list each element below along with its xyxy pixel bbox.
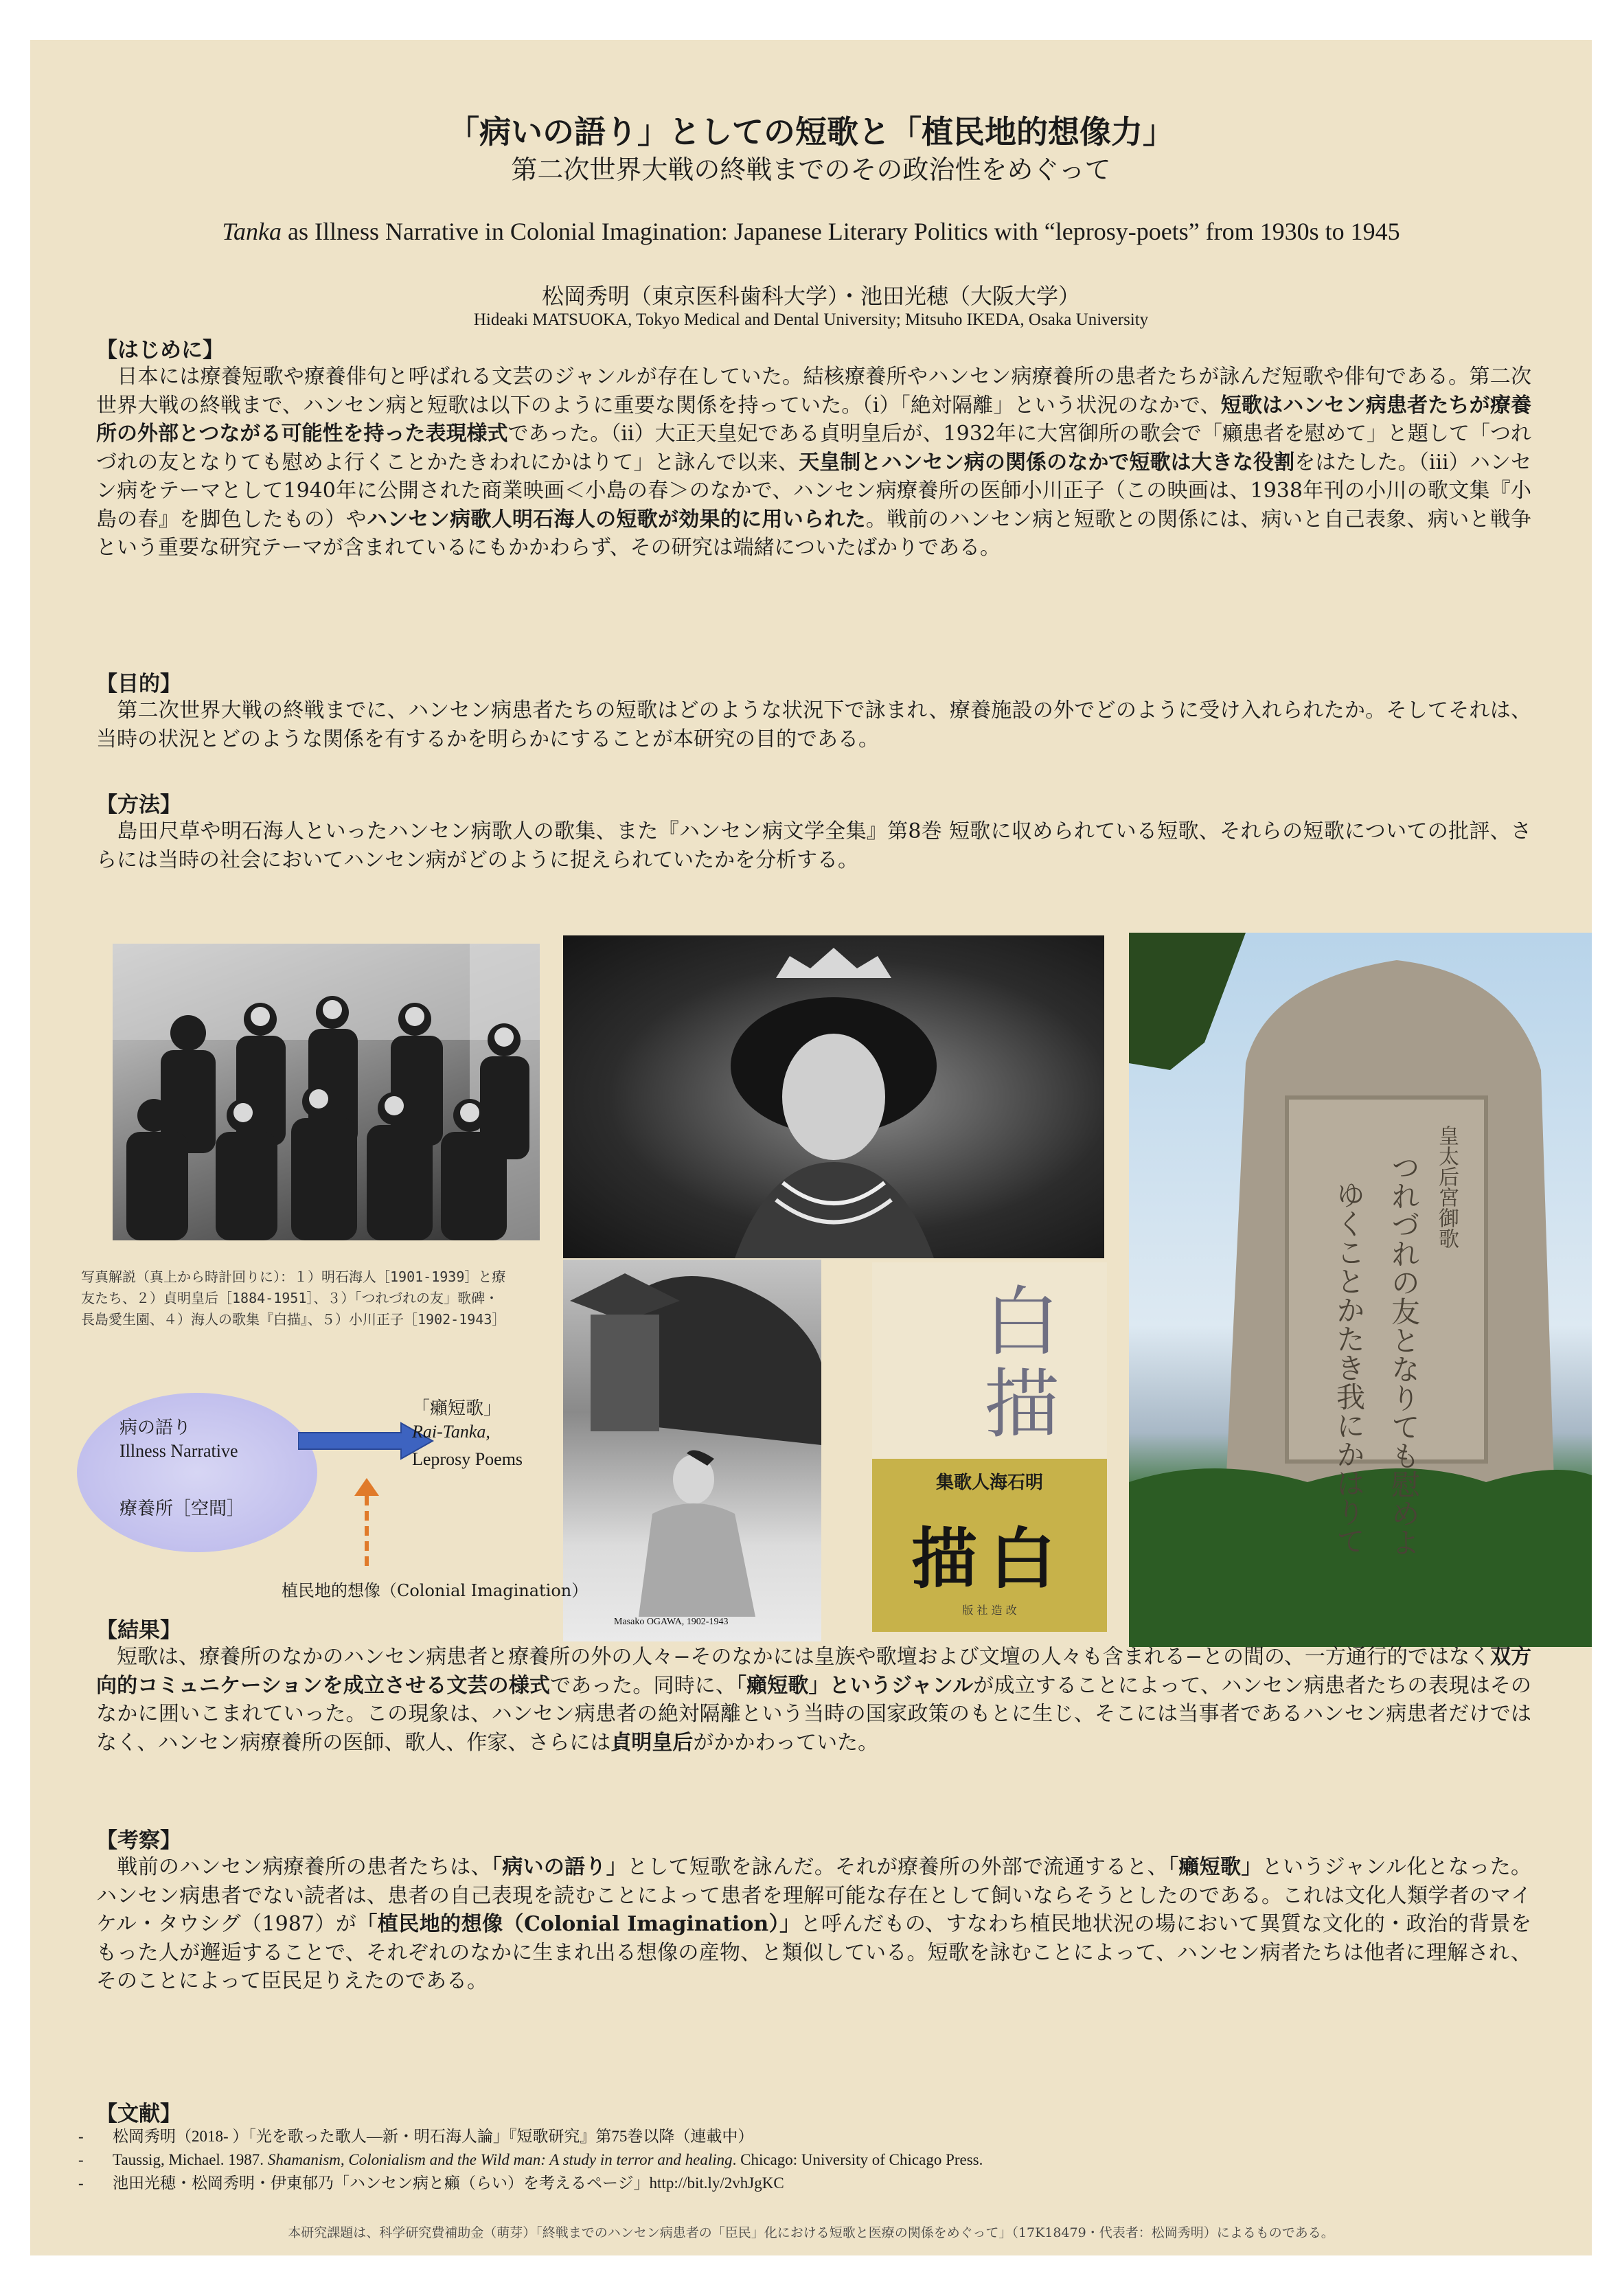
discussion-bold-1: 「病いの語り」 [491, 1855, 628, 1879]
reference-1: 松岡秀明（2018- ）「光を歌った歌人—新・明石海人論」『短歌研究』第75巻以降（連載中） [113, 2128, 754, 2145]
funding-footer: 本研究課題は、科学研究費補助金（萌芽）「終戦までのハンセン病患者の「臣民」化における短歌と医療の関係をめぐって」（17K18479・代表者：松岡秀明）によるものである。 [288, 2225, 1334, 2240]
leprosy-poems-en: Leprosy Poems [412, 1449, 523, 1469]
book-cover-handwriting: 白描 [972, 1282, 1060, 1446]
reference-2-title: Shamanism, Colonialism and the Wild man: A study in terror and healing [267, 2151, 733, 2168]
intro-bold-3: ハンセン病歌人明石海人の短歌が効果的に用いられた [366, 507, 866, 532]
method-heading: 【方法】 [96, 793, 181, 817]
title-english-rest: as Illness Narrative in Colonial Imagination: Japanese Literary Politics with “leprosy-poets” from 1930s to 1945 [282, 218, 1400, 245]
monument-inscription-3: ゆくことかたき我にかはりて [1332, 1180, 1366, 1555]
ellipse-label-ja: 病の語り [119, 1418, 192, 1438]
aim-body: 第二次世界大戦の終戦までに、ハンセン病患者たちの短歌はどのような状況下で詠まれ、療養施設の外でどのように受け入れられたか。そしてそれは、当時の状況とどのような関係を有するかを明らかにすることが本研究の目的である。 [96, 698, 1531, 751]
ellipse-label-space: 療養所［空間］ [119, 1499, 245, 1519]
monument-photo [1129, 933, 1592, 1647]
monument-inscription-2: つれづれの友となりても慰めよ [1387, 1152, 1421, 1556]
results-text-1: 短歌は、療養所のなかのハンセン病患者と療養所の外の人々−そのなかには皇族や歌壇および文壇の人々も含まれる−との間の、一方通行的ではなく [96, 1645, 1490, 1669]
subtitle-japanese: 第二次世界大戦の終戦までのその政治性をめぐって [511, 155, 1111, 185]
reference-2-publisher: . Chicago: University of Chicago Press. [732, 2151, 983, 2168]
discussion-bold-2: 「癩短歌」 [1168, 1855, 1262, 1879]
up-arrow-dashed-icon [353, 1478, 380, 1569]
results-text-3: が成立することによって、ハンセン病患者たちの表現はそのなかに囲いこまれていった。この現象は、ハンセン病患者の絶対隔離という当時の国家政策のもとに生じ、そこには当事者であるハンセン病患者だけではなく、ハンセン病療養所の医師、歌人、作家、さらには [96, 1673, 1532, 1755]
results-text-2: であった。同時に、 [550, 1673, 736, 1698]
title-english [30, 217, 1592, 246]
intro-text-1: 日本には療養短歌や療養俳句と呼ばれる文芸のジャンルが存在していた。結核療養所やハンセン病療養所の患者たちが詠んだ短歌や俳句である。第二次世界大戦の終戦まで、ハンセン病と短歌は以下のように重要な関係を持っていた。（i）「絶対隔離」という状況のなかで、 [96, 365, 1531, 418]
intro-bold-2: 天皇制とハンセン病の関係のなかで短歌は大きな役割 [799, 450, 1295, 475]
results-bold-3: 貞明皇后 [610, 1730, 694, 1755]
book-cover-photo [872, 1262, 1107, 1632]
monument-inscription-1: 皇太后宮御歌 [1435, 1125, 1459, 1249]
aim-heading: 【目的】 [96, 672, 181, 696]
intro-body [96, 363, 1531, 562]
results-text-4: がかかわっていた。 [693, 1730, 879, 1755]
intro-heading: 【はじめに】 [96, 338, 224, 363]
rai-tanka-en: Rai-Tanka, [412, 1422, 490, 1442]
intro-text-2: であった。（ii）大正天皇妃である貞明皇后が、1932年に大宮御所の歌会で「癩患者を慰めて」と題して「つれづれの友となりても慰めよ行くことかたきわれにかはりて」と詠んで以来、 [96, 422, 1531, 475]
book-band-text: 集歌人海石明 [935, 1473, 1043, 1493]
reference-bullet-1: - [78, 2128, 84, 2145]
title-japanese: 「病いの語り」としての短歌と「植民地的想像力」 [448, 113, 1174, 150]
ogawa-photo-credit: Masako OGAWA, 1902-1943 [614, 1617, 729, 1627]
results-heading: 【結果】 [96, 1618, 181, 1643]
ellipse-label-en: Illness Narrative [119, 1441, 238, 1461]
book-band [872, 1459, 1107, 1632]
book-publisher: 版 社 造 改 [962, 1604, 1017, 1617]
group-photo [113, 944, 540, 1240]
photo-caption: 写真解説（真上から時計回りに）：１）明石海人［1901-1939］と療友たち、２）貞明皇后［1884-1951］、３）「つれづれの友」歌碑・長島愛生園、４）海人の歌集『白描』、５）小川正子［1902-1943］ [81, 1269, 506, 1328]
discussion-body [96, 1853, 1531, 1996]
title-english-italic: Tanka [222, 218, 282, 245]
reference-2 [113, 2150, 983, 2170]
illness-narrative-ellipse [77, 1393, 317, 1552]
results-bold-1: 双方向的コミュニケーションを成立させる文芸の様式 [96, 1645, 1531, 1698]
discussion-heading: 【考察】 [96, 1828, 181, 1853]
reference-bullet-3: - [78, 2174, 84, 2192]
reference-2-author: Taussig, Michael. 1987. [113, 2151, 268, 2168]
discussion-text-1: 戦前のハンセン病療養所の患者たちは、 [96, 1855, 492, 1879]
empress-portrait [563, 935, 1104, 1258]
authors-english: Hideaki MATSUOKA, Tokyo Medical and Dental University; Mitsuho IKEDA, Osaka University [473, 310, 1149, 329]
intro-text-4: 。戦前のハンセン病と短歌との関係には、病いと自己表象、病いと戦争という重要な研究テーマが含まれているにもかかわらず、その研究は端緒についたばかりである。 [96, 507, 1532, 560]
discussion-text-4: と呼んだもの、すなわち植民地状況の場において異質な文化的・政治的背景をもった人が邂逅することで、それぞれのなかに生まれ出る想像の産物、と類似している。短歌を詠むことによって、ハンセン病者たちは他者に理解され、そのことによって臣民足りえたのである。 [96, 1912, 1531, 1993]
empress-photo [563, 935, 1104, 1258]
reference-3: 池田光穂・松岡秀明・伊東郁乃「ハンセン病と癩（らい）を考えるページ」http://bit.ly/2vhJgKC [113, 2174, 784, 2192]
discussion-text-3: というジャンル化となった。ハンセン病患者でない読者は、患者の自己表現を読むことによって患者を理解可能な存在として飼いならそうとしたのである。これは文化人類学者のマイケル・タウシグ（1987）が [96, 1855, 1532, 1936]
method-body: 島田尺草や明石海人といったハンセン病歌人の歌集、また『ハンセン病文学全集』第8巻 短歌に収められている短歌、それらの短歌についての批評、さらには当時の社会においてハンセン病がどのように捉えられていたかを分析する。 [96, 819, 1531, 872]
poster [30, 40, 1592, 2255]
references-heading: 【文献】 [96, 2102, 181, 2126]
book-title: 描白 [911, 1520, 1068, 1598]
reference-bullet-2: - [78, 2151, 84, 2168]
intro-bold-1: 短歌はハンセン病患者たちが療養所の外部とつながる可能性を持った表現様式 [96, 393, 1531, 446]
ogawa-photo [563, 1260, 821, 1641]
results-bold-2: 「癩短歌」というジャンル [735, 1673, 974, 1698]
discussion-text-2: として短歌を詠んだ。それが療養所の外部で流通すると、 [627, 1855, 1169, 1879]
authors-japanese: 松岡秀明（東京医科歯科大学）・池田光穂（大阪大学） [541, 283, 1080, 309]
rai-tanka-ja: 「癩短歌」 [412, 1398, 502, 1419]
discussion-bold-3: 「植民地的想像（Colonial Imagination）」 [356, 1912, 801, 1936]
group-photo-figures [113, 944, 540, 1240]
intro-text-3: をはたした。（iii）ハンセン病をテーマとして1940年に公開された商業映画＜小島の春＞のなかで、ハンセン病療養所の医師小川正子（この映画は、1938年刊の小川の歌文集『小島の春』を脚色したもの）や [96, 450, 1532, 532]
colonial-imagination-label: 植民地的想像（Colonial Imagination） [282, 1581, 589, 1600]
ogawa-figure [563, 1260, 821, 1641]
results-body [96, 1643, 1531, 1757]
